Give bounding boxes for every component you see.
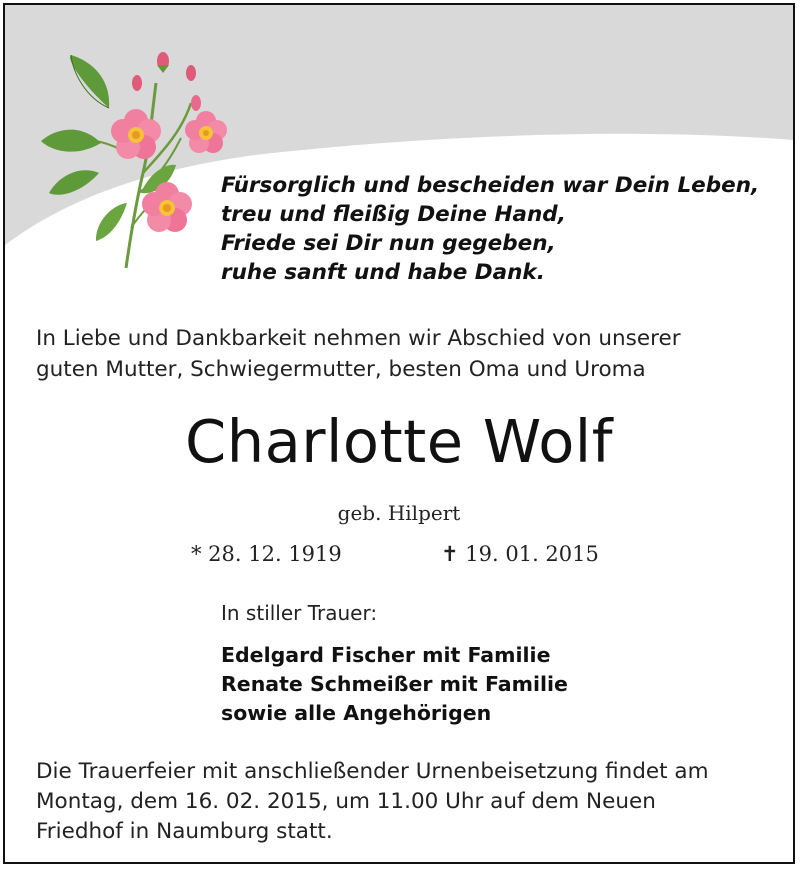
poem-line: Fürsorglich und bescheiden war Dein Leben,: [221, 173, 760, 198]
poem-line: Friede sei Dir nun gegeben,: [221, 231, 556, 256]
deceased-name: Charlotte Wolf: [185, 407, 613, 476]
mourner-name: sowie alle Angehörigen: [221, 701, 492, 725]
wild-rose-icon: [31, 43, 241, 273]
obituary-notice: [3, 3, 795, 864]
service-line: Montag, dem 16. 02. 2015, um 11.00 Uhr auf dem Neuen: [36, 789, 656, 814]
service-line: Friedhof in Naumburg statt.: [36, 819, 333, 844]
intro-text: [36, 323, 771, 385]
poem-verse: [221, 171, 759, 287]
intro-line: In Liebe und Dankbarkeit nehmen wir Abschied von unserer: [36, 326, 681, 351]
birth-name: geb. Hilpert: [337, 501, 461, 525]
poem-line: ruhe sanft und habe Dank.: [221, 260, 545, 285]
service-line: Die Trauerfeier mit anschließender Urnenbeisetzung findet am: [36, 759, 709, 784]
poem-line: treu und fleißig Deine Hand,: [221, 202, 566, 227]
service-info: [36, 757, 771, 847]
birth-date: * 28. 12. 1919: [191, 542, 342, 566]
mourner-name: Edelgard Fischer mit Familie: [221, 643, 551, 667]
mourner-name: Renate Schmeißer mit Familie: [221, 672, 568, 696]
mourners-label: In stiller Trauer:: [221, 601, 378, 625]
death-date: ✝ 19. 01. 2015: [441, 542, 599, 566]
intro-line: guten Mutter, Schwiegermutter, besten Oma und Uroma: [36, 357, 646, 382]
mourners-list: [221, 641, 568, 728]
